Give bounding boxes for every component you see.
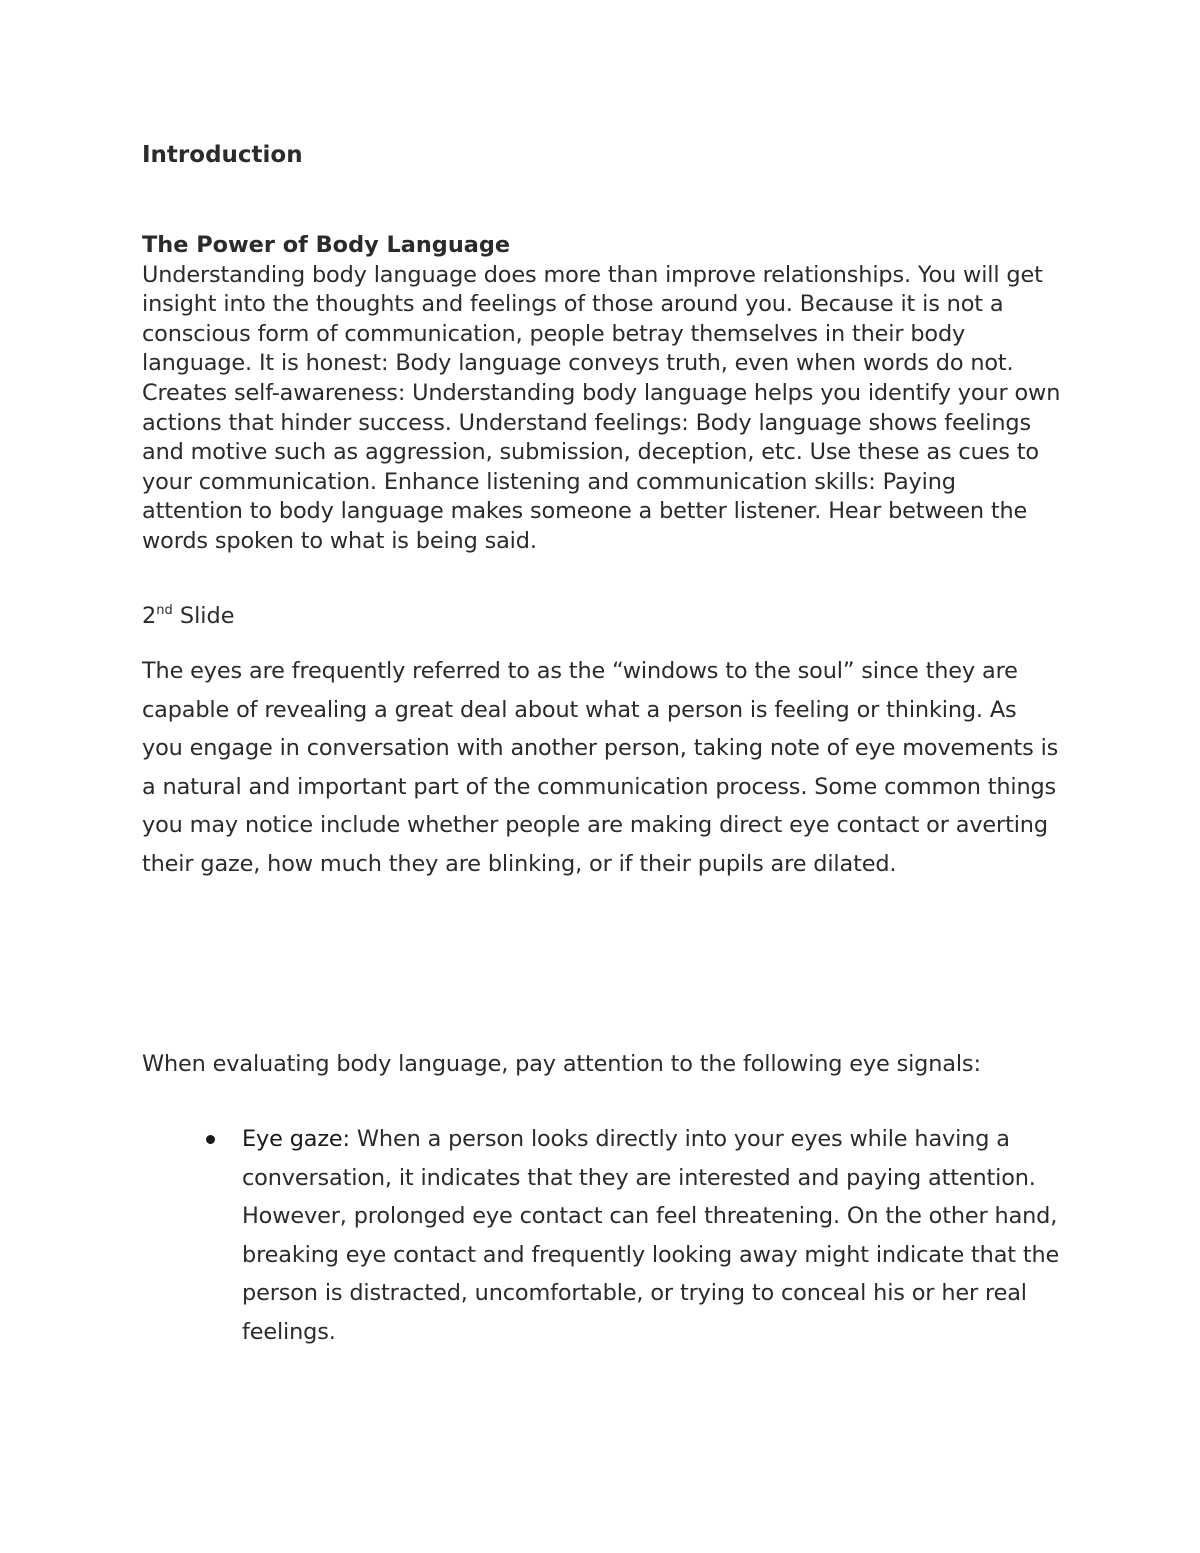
power-section-body: Understanding body language does more than improve relationships. You will get insight into the thoughts and feelings of those around you. Because it is not a conscious form of communication, people betray themselves in their body language. It is honest: Body language conveys truth, even when words do not. Creates self-awareness: Understanding body language helps you identify your own actions that hinder success. Understand feelings: Body language shows feelings and motive such as aggression, submission, deception, etc. Use these as cues to your communication. Enhance listening and communication skills: Paying attention to body language makes someone a better listener. Hear between the words spoken to what is being said. (142, 261, 1061, 554)
power-of-body-language-section (142, 231, 1062, 557)
signal-term: Eye gaze: (242, 1126, 350, 1152)
slide-label (142, 601, 235, 631)
slide-number: 2 (142, 603, 157, 629)
power-section-title: The Power of Body Language (142, 232, 511, 258)
slide-number-suffix: nd (156, 603, 173, 618)
signal-description: When a person looks directly into your eyes while having a conversation, it indicates that they are interested and paying attention. However, prolonged eye contact can feel threatening. On the other hand, breaking eye contact and frequently looking away might indicate that the person is distracted, uncomfortable, or trying to conceal his or her real feelings. (242, 1126, 1060, 1345)
list-item (142, 1120, 1062, 1351)
bullet-icon (206, 1135, 215, 1144)
slide-text: Slide (172, 603, 235, 629)
evaluation-paragraph: When evaluating body language, pay attention to the following eye signals: (142, 1051, 981, 1077)
introduction-heading: Introduction (142, 142, 303, 168)
eyes-paragraph: The eyes are frequently referred to as the “windows to the soul” since they are capable of revealing a great deal about what a person is feeling or thinking. As you engage in conversation with another person, taking note of eye movements is a natural and important part of the communication process. Some common things you may notice include whether people are making direct eye contact or averting their gaze, how much they are blinking, or if their pupils are dilated. (142, 658, 1059, 877)
eye-signals-list (142, 1120, 1062, 1351)
